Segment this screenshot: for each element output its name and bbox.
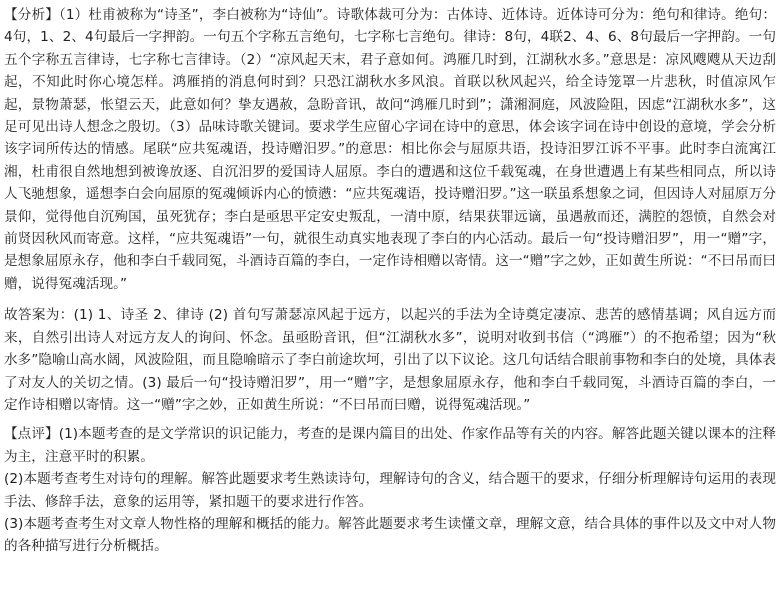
comment-section	[4, 423, 776, 557]
comment-line-2: (2)本题考查考生对诗句的理解。解答此题要求考生熟读诗句，理解诗句的含义，结合题干的要求，仔细分析理解诗句运用的表现手法、修辞手法，意象的运用等，紧扣题干的要求进行作答。	[4, 471, 776, 510]
analysis-paragraph: 【分析】（1）杜甫被称为“诗圣”，李白被称为“诗仙”。诗歌体裁可分为：古体诗、近体诗。近体诗可分为：绝句和律诗。绝句：4句，1、2、4句最后一字押韵。一句五个字称五言绝句，七字称七言绝句。律诗：8句，4联2、4、6、8句最后一字押韵。一句五个字称五言律诗，七字称七言律诗。（2）“凉风起天末，君子意如何。鸿雁几时到，江湖秋水多。”意思是：凉风飕飕从天边刮起，不知此时你心境怎样。鸿雁捎的消息何时到？只恐江湖秋水多风浪。首联以秋风起兴，给全诗笼罩一片悲秋，时值凉风乍起，景物萧瑟，怅望云天，此意如何？挚友遇赦，急盼音讯，故问“鸿雁几时到”；潇湘洞庭，风波险阻，因虑“江湖秋水多”，这足可见出诗人想念之殷切。（3）品味诗歌关键词。要求学生应留心字词在诗中的意思，体会该字词在诗中创设的意境，学会分析该字词所传达的情感。尾联“应共冤魂语，投诗赠汨罗。”的意思：相比你会与屈原共语，投诗汨罗江诉不平事。此时李白流寓江湘，杜甫很自然地想到被谗放逐、自沉汨罗的爱国诗人屈原。李白的遭遇和这位千载冤魂，在身世遭遇上有某些相同点，所以诗人飞驰想象，遥想李白会向屈原的冤魂倾诉内心的愤懑：“应共冤魂语，投诗赠汨罗。”这一联虽系想象之词，但因诗人对屈原万分景仰，觉得他自沉殉国，虽死犹存；李白是亟思平定安史叛乱，一清中原，结果获罪远谪，虽遇赦而还，满腔的怨愤，自然会对前贤因秋风而寄意。这样，“应共冤魂语”一句，就很生动真实地表现了李白的内心活动。最后一句“投诗赠汨罗”，用一“赠”字，是想象屈原永存，他和李白千载同冤，斗酒诗百篇的李白，一定作诗相赠以寄情。这一“赠”字之妙，正如黄生所说：“不曰吊而曰赠，说得冤魂活现。”	[4, 7, 776, 292]
comment-line-1: 【点评】(1)本题考查的是文学常识的识记能力，考查的是课内篇目的出处、作家作品等有关的内容。解答此题关键以课本的注释为主，注意平时的积累。	[4, 426, 776, 465]
comment-line-3: (3)本题考查考生对文章人物性格的理解和概括的能力。解答此题要求考生读懂文章，理解文意，结合具体的事件以及文中对人物的各种描写进行分析概括。	[4, 515, 776, 555]
answer-paragraph: 故答案为：(1) 1、诗圣 2、律诗 (2) 首句写萧瑟凉风起于远方，以起兴的手法为全诗奠定凄凉、悲苦的感情基调；风自远方而来，自然引出诗人对远方友人的询问、怀念。虽亟盼音讯，但“江湖秋水多”，说明对收到书信（“鸿雁”）的不抱希望；因为“秋水多”隐喻山高水阔，风波险阻，而且隐喻暗示了李白前途坎坷，引出了以下议论。这几句话结合眼前事物和李白的处境，具体表了对友人的关切之情。(3) 最后一句“投诗赠汨罗”，用一“赠”字，是想象屈原永存，他和李白千载同冤，斗酒诗百篇的李白，一定作诗相赠以寄情。这一“赠”字之妙，正如黄生所说：“不曰吊而曰赠，说得冤魂活现。”	[4, 307, 776, 413]
